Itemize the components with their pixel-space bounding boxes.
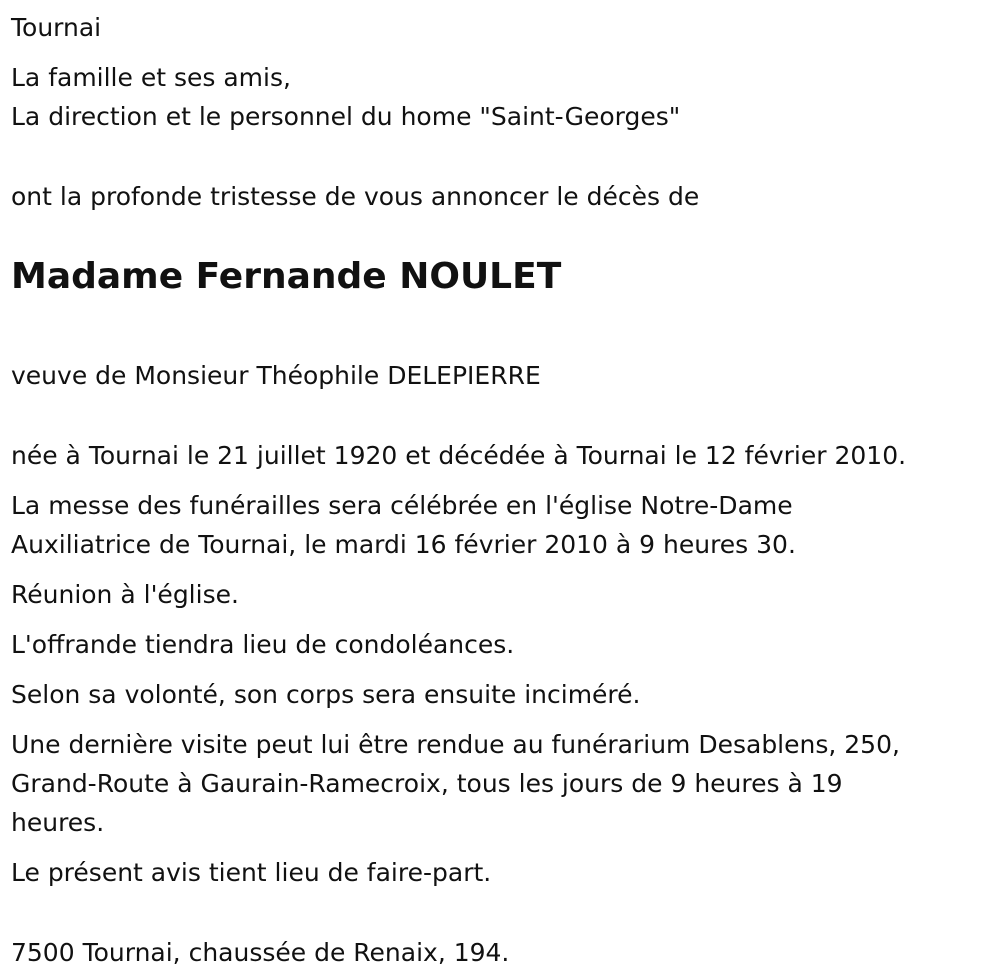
visit-info — [11, 725, 986, 842]
birth-death-dates: née à Tournai le 21 juillet 1920 et décédée à Tournai le 12 février 2010. — [11, 441, 907, 470]
announcer-family: La famille et ses amis, — [11, 63, 291, 92]
visit-line-3: heures. — [11, 808, 105, 837]
city-heading: Tournai — [11, 13, 102, 42]
widow-of: veuve de Monsieur Théophile DELEPIERRE — [11, 361, 541, 390]
visit-line-1: Une dernière visite peut lui être rendue au funérarium Desablens, 250, — [11, 730, 900, 759]
funeral-mass-line-1: La messe des funérailles sera célébrée en l'église Notre-Dame — [11, 491, 793, 520]
visit-line-2: Grand-Route à Gaurain-Ramecroix, tous les jours de 9 heures à 19 — [11, 769, 843, 798]
funeral-mass-line-2: Auxiliatrice de Tournai, le mardi 16 février 2010 à 9 heures 30. — [11, 530, 796, 559]
funeral-mass — [11, 486, 986, 564]
deceased-name: Madame Fernande NOULET — [11, 256, 562, 297]
offering-info: L'offrande tiendra lieu de condoléances. — [11, 630, 515, 659]
faire-part-note: Le présent avis tient lieu de faire-part. — [11, 858, 492, 887]
announcer-home-staff: La direction et le personnel du home "Saint-Georges" — [11, 102, 681, 131]
announcement-intro: ont la profonde tristesse de vous annoncer le décès de — [11, 182, 700, 211]
announcers — [11, 58, 986, 136]
meeting-info: Réunion à l'église. — [11, 580, 239, 609]
obituary-notice — [11, 8, 986, 972]
family-address: 7500 Tournai, chaussée de Renaix, 194. — [11, 938, 510, 967]
cremation-info: Selon sa volonté, son corps sera ensuite inciméré. — [11, 680, 641, 709]
